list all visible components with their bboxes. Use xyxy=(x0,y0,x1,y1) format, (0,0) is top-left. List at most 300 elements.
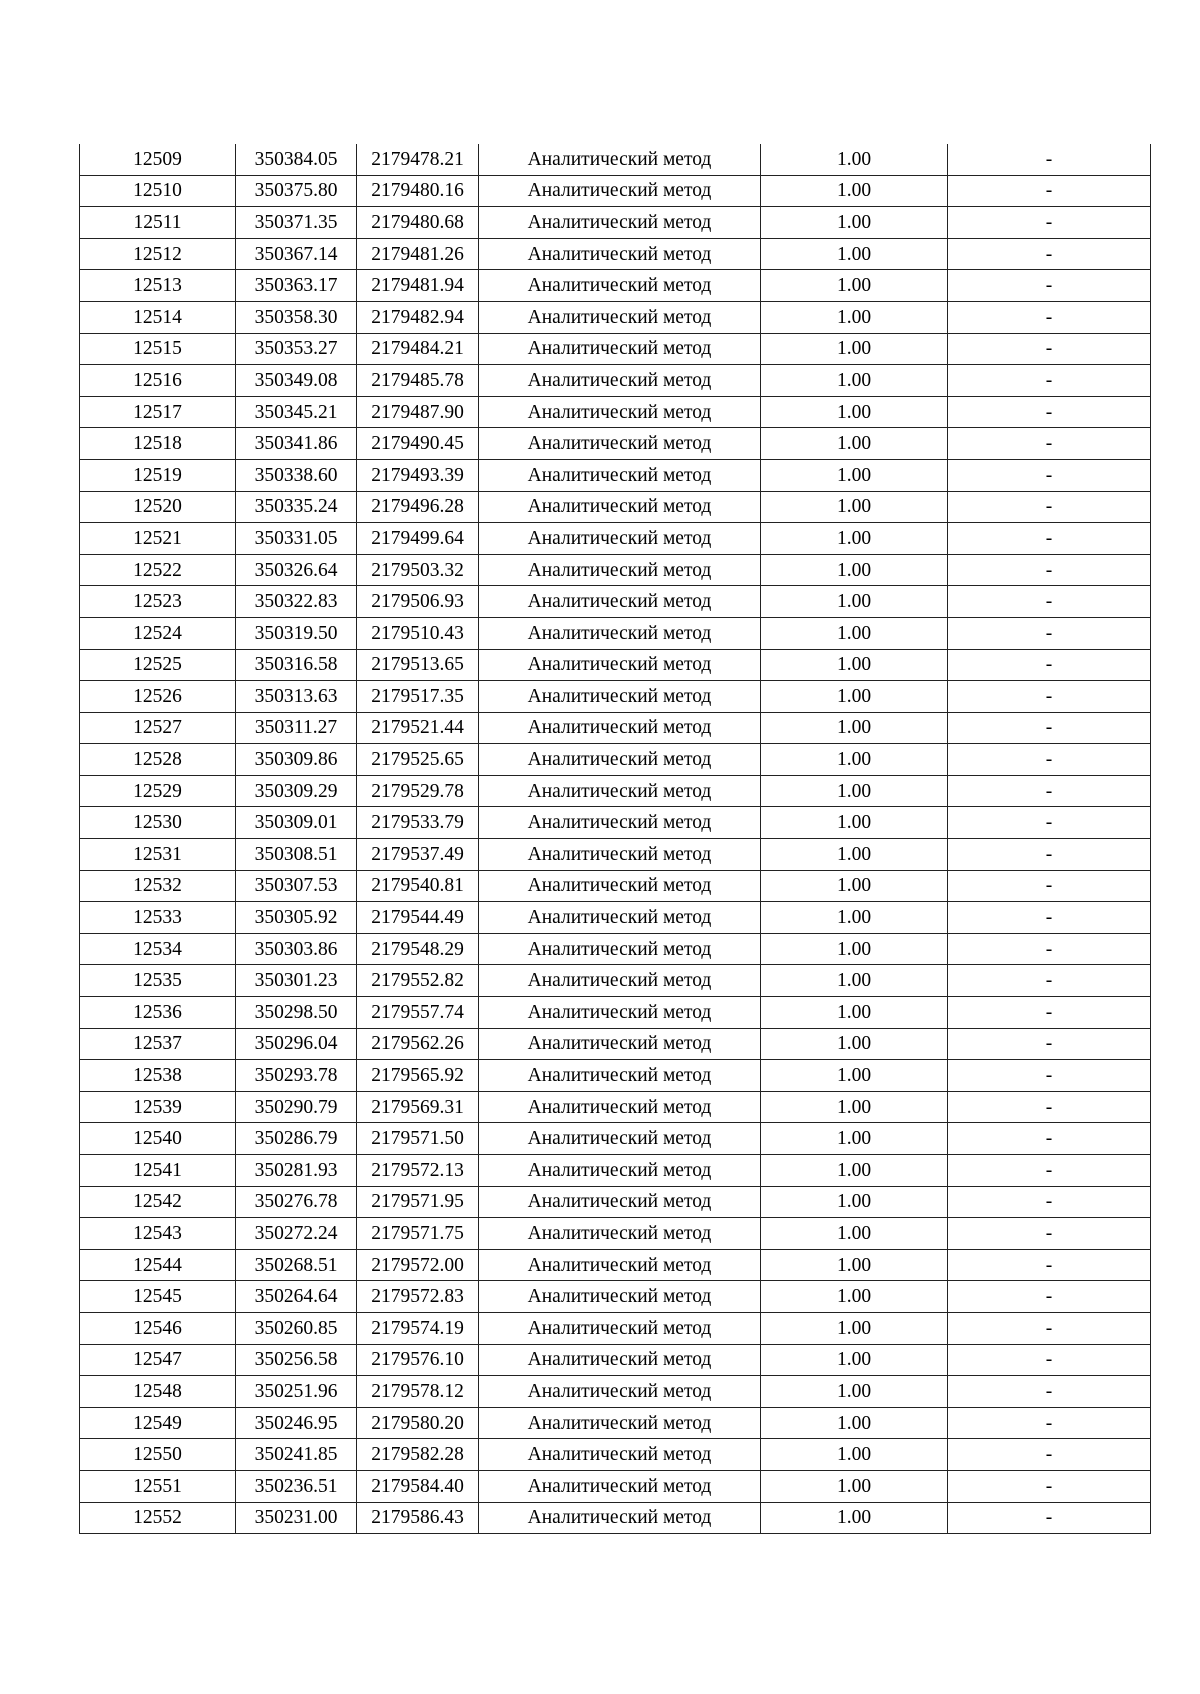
method-cell: Аналитический метод xyxy=(479,870,761,902)
description-cell: - xyxy=(948,1249,1151,1281)
y-coordinate-cell: 2179578.12 xyxy=(357,1376,479,1408)
method-cell: Аналитический метод xyxy=(479,902,761,934)
point-number-cell: 12532 xyxy=(80,870,236,902)
description-cell: - xyxy=(948,1312,1151,1344)
table-row xyxy=(80,175,1151,207)
y-coordinate-cell: 2179480.68 xyxy=(357,207,479,239)
x-coordinate-cell: 350338.60 xyxy=(236,459,357,491)
description-cell: - xyxy=(948,649,1151,681)
point-number-cell: 12529 xyxy=(80,775,236,807)
point-number-cell: 12533 xyxy=(80,902,236,934)
x-coordinate-cell: 350331.05 xyxy=(236,523,357,555)
table-row xyxy=(80,997,1151,1029)
error-cell: 1.00 xyxy=(761,396,948,428)
method-cell: Аналитический метод xyxy=(479,744,761,776)
error-cell: 1.00 xyxy=(761,902,948,934)
description-cell: - xyxy=(948,1407,1151,1439)
point-number-cell: 12530 xyxy=(80,807,236,839)
y-coordinate-cell: 2179540.81 xyxy=(357,870,479,902)
table-row xyxy=(80,775,1151,807)
point-number-cell: 12548 xyxy=(80,1376,236,1408)
y-coordinate-cell: 2179572.13 xyxy=(357,1155,479,1187)
y-coordinate-cell: 2179506.93 xyxy=(357,586,479,618)
method-cell: Аналитический метод xyxy=(479,491,761,523)
description-cell: - xyxy=(948,1155,1151,1187)
description-cell: - xyxy=(948,1439,1151,1471)
table-row xyxy=(80,1439,1151,1471)
method-cell: Аналитический метод xyxy=(479,1502,761,1534)
description-cell: - xyxy=(948,933,1151,965)
x-coordinate-cell: 350298.50 xyxy=(236,997,357,1029)
error-cell: 1.00 xyxy=(761,681,948,713)
point-number-cell: 12521 xyxy=(80,523,236,555)
table-row xyxy=(80,207,1151,239)
table-row xyxy=(80,1407,1151,1439)
point-number-cell: 12546 xyxy=(80,1312,236,1344)
point-number-cell: 12547 xyxy=(80,1344,236,1376)
error-cell: 1.00 xyxy=(761,1155,948,1187)
x-coordinate-cell: 350293.78 xyxy=(236,1060,357,1092)
method-cell: Аналитический метод xyxy=(479,997,761,1029)
table-row xyxy=(80,523,1151,555)
method-cell: Аналитический метод xyxy=(479,554,761,586)
x-coordinate-cell: 350358.30 xyxy=(236,301,357,333)
method-cell: Аналитический метод xyxy=(479,1028,761,1060)
x-coordinate-cell: 350268.51 xyxy=(236,1249,357,1281)
table-row xyxy=(80,586,1151,618)
point-number-cell: 12549 xyxy=(80,1407,236,1439)
table-row xyxy=(80,1281,1151,1313)
description-cell: - xyxy=(948,523,1151,555)
point-number-cell: 12541 xyxy=(80,1155,236,1187)
method-cell: Аналитический метод xyxy=(479,459,761,491)
method-cell: Аналитический метод xyxy=(479,1060,761,1092)
y-coordinate-cell: 2179580.20 xyxy=(357,1407,479,1439)
error-cell: 1.00 xyxy=(761,554,948,586)
y-coordinate-cell: 2179562.26 xyxy=(357,1028,479,1060)
table-row xyxy=(80,491,1151,523)
method-cell: Аналитический метод xyxy=(479,807,761,839)
x-coordinate-cell: 350309.86 xyxy=(236,744,357,776)
point-number-cell: 12526 xyxy=(80,681,236,713)
point-number-cell: 12538 xyxy=(80,1060,236,1092)
description-cell: - xyxy=(948,1091,1151,1123)
y-coordinate-cell: 2179582.28 xyxy=(357,1439,479,1471)
table-row xyxy=(80,1060,1151,1092)
error-cell: 1.00 xyxy=(761,1344,948,1376)
description-cell: - xyxy=(948,1123,1151,1155)
error-cell: 1.00 xyxy=(761,1249,948,1281)
table-row xyxy=(80,649,1151,681)
description-cell: - xyxy=(948,965,1151,997)
x-coordinate-cell: 350272.24 xyxy=(236,1218,357,1250)
x-coordinate-cell: 350322.83 xyxy=(236,586,357,618)
y-coordinate-cell: 2179544.49 xyxy=(357,902,479,934)
x-coordinate-cell: 350236.51 xyxy=(236,1470,357,1502)
point-number-cell: 12534 xyxy=(80,933,236,965)
point-number-cell: 12550 xyxy=(80,1439,236,1471)
coordinates-table-body xyxy=(80,144,1151,1534)
y-coordinate-cell: 2179499.64 xyxy=(357,523,479,555)
point-number-cell: 12509 xyxy=(80,144,236,175)
method-cell: Аналитический метод xyxy=(479,207,761,239)
x-coordinate-cell: 350326.64 xyxy=(236,554,357,586)
method-cell: Аналитический метод xyxy=(479,617,761,649)
point-number-cell: 12536 xyxy=(80,997,236,1029)
point-number-cell: 12522 xyxy=(80,554,236,586)
table-row xyxy=(80,902,1151,934)
error-cell: 1.00 xyxy=(761,1218,948,1250)
x-coordinate-cell: 350313.63 xyxy=(236,681,357,713)
x-coordinate-cell: 350309.29 xyxy=(236,775,357,807)
point-number-cell: 12537 xyxy=(80,1028,236,1060)
y-coordinate-cell: 2179493.39 xyxy=(357,459,479,491)
error-cell: 1.00 xyxy=(761,1376,948,1408)
description-cell: - xyxy=(948,1502,1151,1534)
x-coordinate-cell: 350311.27 xyxy=(236,712,357,744)
point-number-cell: 12552 xyxy=(80,1502,236,1534)
method-cell: Аналитический метод xyxy=(479,1439,761,1471)
method-cell: Аналитический метод xyxy=(479,933,761,965)
error-cell: 1.00 xyxy=(761,270,948,302)
error-cell: 1.00 xyxy=(761,1439,948,1471)
point-number-cell: 12514 xyxy=(80,301,236,333)
point-number-cell: 12515 xyxy=(80,333,236,365)
x-coordinate-cell: 350246.95 xyxy=(236,1407,357,1439)
x-coordinate-cell: 350241.85 xyxy=(236,1439,357,1471)
error-cell: 1.00 xyxy=(761,839,948,871)
y-coordinate-cell: 2179571.50 xyxy=(357,1123,479,1155)
error-cell: 1.00 xyxy=(761,238,948,270)
error-cell: 1.00 xyxy=(761,997,948,1029)
table-row xyxy=(80,681,1151,713)
x-coordinate-cell: 350319.50 xyxy=(236,617,357,649)
table-row xyxy=(80,1376,1151,1408)
x-coordinate-cell: 350264.64 xyxy=(236,1281,357,1313)
table-row xyxy=(80,554,1151,586)
point-number-cell: 12540 xyxy=(80,1123,236,1155)
table-row xyxy=(80,712,1151,744)
point-number-cell: 12544 xyxy=(80,1249,236,1281)
description-cell: - xyxy=(948,207,1151,239)
x-coordinate-cell: 350341.86 xyxy=(236,428,357,460)
method-cell: Аналитический метод xyxy=(479,396,761,428)
error-cell: 1.00 xyxy=(761,1060,948,1092)
description-cell: - xyxy=(948,333,1151,365)
description-cell: - xyxy=(948,491,1151,523)
description-cell: - xyxy=(948,997,1151,1029)
description-cell: - xyxy=(948,144,1151,175)
point-number-cell: 12545 xyxy=(80,1281,236,1313)
error-cell: 1.00 xyxy=(761,207,948,239)
error-cell: 1.00 xyxy=(761,965,948,997)
point-number-cell: 12519 xyxy=(80,459,236,491)
table-row xyxy=(80,396,1151,428)
table-row xyxy=(80,744,1151,776)
method-cell: Аналитический метод xyxy=(479,523,761,555)
point-number-cell: 12513 xyxy=(80,270,236,302)
y-coordinate-cell: 2179529.78 xyxy=(357,775,479,807)
y-coordinate-cell: 2179484.21 xyxy=(357,333,479,365)
y-coordinate-cell: 2179557.74 xyxy=(357,997,479,1029)
point-number-cell: 12510 xyxy=(80,175,236,207)
y-coordinate-cell: 2179571.75 xyxy=(357,1218,479,1250)
method-cell: Аналитический метод xyxy=(479,649,761,681)
description-cell: - xyxy=(948,301,1151,333)
point-number-cell: 12543 xyxy=(80,1218,236,1250)
error-cell: 1.00 xyxy=(761,428,948,460)
table-row xyxy=(80,1091,1151,1123)
y-coordinate-cell: 2179490.45 xyxy=(357,428,479,460)
description-cell: - xyxy=(948,554,1151,586)
error-cell: 1.00 xyxy=(761,144,948,175)
method-cell: Аналитический метод xyxy=(479,1155,761,1187)
y-coordinate-cell: 2179571.95 xyxy=(357,1186,479,1218)
y-coordinate-cell: 2179503.32 xyxy=(357,554,479,586)
error-cell: 1.00 xyxy=(761,586,948,618)
x-coordinate-cell: 350281.93 xyxy=(236,1155,357,1187)
error-cell: 1.00 xyxy=(761,1281,948,1313)
error-cell: 1.00 xyxy=(761,744,948,776)
description-cell: - xyxy=(948,744,1151,776)
x-coordinate-cell: 350286.79 xyxy=(236,1123,357,1155)
y-coordinate-cell: 2179548.29 xyxy=(357,933,479,965)
error-cell: 1.00 xyxy=(761,1123,948,1155)
point-number-cell: 12528 xyxy=(80,744,236,776)
error-cell: 1.00 xyxy=(761,175,948,207)
table-row xyxy=(80,1218,1151,1250)
error-cell: 1.00 xyxy=(761,1186,948,1218)
point-number-cell: 12531 xyxy=(80,839,236,871)
table-row xyxy=(80,333,1151,365)
table-row xyxy=(80,1312,1151,1344)
x-coordinate-cell: 350251.96 xyxy=(236,1376,357,1408)
description-cell: - xyxy=(948,396,1151,428)
error-cell: 1.00 xyxy=(761,1407,948,1439)
y-coordinate-cell: 2179525.65 xyxy=(357,744,479,776)
y-coordinate-cell: 2179482.94 xyxy=(357,301,479,333)
method-cell: Аналитический метод xyxy=(479,1312,761,1344)
error-cell: 1.00 xyxy=(761,1502,948,1534)
method-cell: Аналитический метод xyxy=(479,839,761,871)
point-number-cell: 12511 xyxy=(80,207,236,239)
table-row xyxy=(80,1028,1151,1060)
error-cell: 1.00 xyxy=(761,1028,948,1060)
method-cell: Аналитический метод xyxy=(479,365,761,397)
x-coordinate-cell: 350371.35 xyxy=(236,207,357,239)
table-row xyxy=(80,1470,1151,1502)
table-row xyxy=(80,1155,1151,1187)
point-number-cell: 12527 xyxy=(80,712,236,744)
x-coordinate-cell: 350363.17 xyxy=(236,270,357,302)
method-cell: Аналитический метод xyxy=(479,586,761,618)
y-coordinate-cell: 2179586.43 xyxy=(357,1502,479,1534)
point-number-cell: 12524 xyxy=(80,617,236,649)
y-coordinate-cell: 2179572.83 xyxy=(357,1281,479,1313)
description-cell: - xyxy=(948,270,1151,302)
table-row xyxy=(80,428,1151,460)
x-coordinate-cell: 350307.53 xyxy=(236,870,357,902)
table-row xyxy=(80,1123,1151,1155)
method-cell: Аналитический метод xyxy=(479,270,761,302)
table-row xyxy=(80,1249,1151,1281)
point-number-cell: 12539 xyxy=(80,1091,236,1123)
point-number-cell: 12523 xyxy=(80,586,236,618)
table-row xyxy=(80,270,1151,302)
error-cell: 1.00 xyxy=(761,333,948,365)
x-coordinate-cell: 350290.79 xyxy=(236,1091,357,1123)
description-cell: - xyxy=(948,428,1151,460)
table-row xyxy=(80,1344,1151,1376)
point-number-cell: 12535 xyxy=(80,965,236,997)
error-cell: 1.00 xyxy=(761,523,948,555)
description-cell: - xyxy=(948,1186,1151,1218)
table-row xyxy=(80,965,1151,997)
error-cell: 1.00 xyxy=(761,459,948,491)
description-cell: - xyxy=(948,870,1151,902)
y-coordinate-cell: 2179565.92 xyxy=(357,1060,479,1092)
point-number-cell: 12516 xyxy=(80,365,236,397)
table-row xyxy=(80,1186,1151,1218)
x-coordinate-cell: 350231.00 xyxy=(236,1502,357,1534)
table-row xyxy=(80,839,1151,871)
description-cell: - xyxy=(948,712,1151,744)
point-number-cell: 12512 xyxy=(80,238,236,270)
point-number-cell: 12518 xyxy=(80,428,236,460)
method-cell: Аналитический метод xyxy=(479,1344,761,1376)
x-coordinate-cell: 350256.58 xyxy=(236,1344,357,1376)
method-cell: Аналитический метод xyxy=(479,1407,761,1439)
point-number-cell: 12542 xyxy=(80,1186,236,1218)
method-cell: Аналитический метод xyxy=(479,1281,761,1313)
description-cell: - xyxy=(948,175,1151,207)
method-cell: Аналитический метод xyxy=(479,1470,761,1502)
x-coordinate-cell: 350260.85 xyxy=(236,1312,357,1344)
method-cell: Аналитический метод xyxy=(479,175,761,207)
y-coordinate-cell: 2179480.16 xyxy=(357,175,479,207)
point-number-cell: 12517 xyxy=(80,396,236,428)
x-coordinate-cell: 350384.05 xyxy=(236,144,357,175)
y-coordinate-cell: 2179510.43 xyxy=(357,617,479,649)
x-coordinate-cell: 350375.80 xyxy=(236,175,357,207)
description-cell: - xyxy=(948,839,1151,871)
table-row xyxy=(80,459,1151,491)
y-coordinate-cell: 2179572.00 xyxy=(357,1249,479,1281)
table-row xyxy=(80,238,1151,270)
description-cell: - xyxy=(948,681,1151,713)
table-row xyxy=(80,933,1151,965)
method-cell: Аналитический метод xyxy=(479,1218,761,1250)
y-coordinate-cell: 2179481.26 xyxy=(357,238,479,270)
error-cell: 1.00 xyxy=(761,491,948,523)
y-coordinate-cell: 2179496.28 xyxy=(357,491,479,523)
coordinates-table xyxy=(79,144,1151,1534)
error-cell: 1.00 xyxy=(761,1470,948,1502)
description-cell: - xyxy=(948,902,1151,934)
table-row xyxy=(80,870,1151,902)
y-coordinate-cell: 2179533.79 xyxy=(357,807,479,839)
method-cell: Аналитический метод xyxy=(479,1091,761,1123)
x-coordinate-cell: 350349.08 xyxy=(236,365,357,397)
method-cell: Аналитический метод xyxy=(479,1186,761,1218)
method-cell: Аналитический метод xyxy=(479,1123,761,1155)
y-coordinate-cell: 2179569.31 xyxy=(357,1091,479,1123)
point-number-cell: 12525 xyxy=(80,649,236,681)
point-number-cell: 12520 xyxy=(80,491,236,523)
method-cell: Аналитический метод xyxy=(479,428,761,460)
method-cell: Аналитический метод xyxy=(479,144,761,175)
error-cell: 1.00 xyxy=(761,775,948,807)
description-cell: - xyxy=(948,1281,1151,1313)
error-cell: 1.00 xyxy=(761,649,948,681)
y-coordinate-cell: 2179478.21 xyxy=(357,144,479,175)
description-cell: - xyxy=(948,1028,1151,1060)
error-cell: 1.00 xyxy=(761,617,948,649)
x-coordinate-cell: 350345.21 xyxy=(236,396,357,428)
description-cell: - xyxy=(948,775,1151,807)
x-coordinate-cell: 350353.27 xyxy=(236,333,357,365)
y-coordinate-cell: 2179576.10 xyxy=(357,1344,479,1376)
method-cell: Аналитический метод xyxy=(479,1376,761,1408)
y-coordinate-cell: 2179513.65 xyxy=(357,649,479,681)
y-coordinate-cell: 2179521.44 xyxy=(357,712,479,744)
x-coordinate-cell: 350367.14 xyxy=(236,238,357,270)
method-cell: Аналитический метод xyxy=(479,965,761,997)
x-coordinate-cell: 350296.04 xyxy=(236,1028,357,1060)
table-row xyxy=(80,617,1151,649)
error-cell: 1.00 xyxy=(761,1312,948,1344)
method-cell: Аналитический метод xyxy=(479,333,761,365)
description-cell: - xyxy=(948,1470,1151,1502)
method-cell: Аналитический метод xyxy=(479,238,761,270)
error-cell: 1.00 xyxy=(761,301,948,333)
description-cell: - xyxy=(948,1218,1151,1250)
method-cell: Аналитический метод xyxy=(479,301,761,333)
x-coordinate-cell: 350276.78 xyxy=(236,1186,357,1218)
description-cell: - xyxy=(948,586,1151,618)
x-coordinate-cell: 350335.24 xyxy=(236,491,357,523)
error-cell: 1.00 xyxy=(761,870,948,902)
x-coordinate-cell: 350309.01 xyxy=(236,807,357,839)
method-cell: Аналитический метод xyxy=(479,775,761,807)
error-cell: 1.00 xyxy=(761,933,948,965)
error-cell: 1.00 xyxy=(761,807,948,839)
table-row xyxy=(80,301,1151,333)
description-cell: - xyxy=(948,1376,1151,1408)
x-coordinate-cell: 350301.23 xyxy=(236,965,357,997)
y-coordinate-cell: 2179517.35 xyxy=(357,681,479,713)
x-coordinate-cell: 350308.51 xyxy=(236,839,357,871)
description-cell: - xyxy=(948,459,1151,491)
description-cell: - xyxy=(948,807,1151,839)
y-coordinate-cell: 2179481.94 xyxy=(357,270,479,302)
description-cell: - xyxy=(948,365,1151,397)
y-coordinate-cell: 2179485.78 xyxy=(357,365,479,397)
method-cell: Аналитический метод xyxy=(479,1249,761,1281)
point-number-cell: 12551 xyxy=(80,1470,236,1502)
x-coordinate-cell: 350316.58 xyxy=(236,649,357,681)
method-cell: Аналитический метод xyxy=(479,712,761,744)
description-cell: - xyxy=(948,238,1151,270)
error-cell: 1.00 xyxy=(761,712,948,744)
table-row xyxy=(80,1502,1151,1534)
error-cell: 1.00 xyxy=(761,1091,948,1123)
x-coordinate-cell: 350303.86 xyxy=(236,933,357,965)
x-coordinate-cell: 350305.92 xyxy=(236,902,357,934)
table-row xyxy=(80,365,1151,397)
description-cell: - xyxy=(948,1060,1151,1092)
y-coordinate-cell: 2179584.40 xyxy=(357,1470,479,1502)
